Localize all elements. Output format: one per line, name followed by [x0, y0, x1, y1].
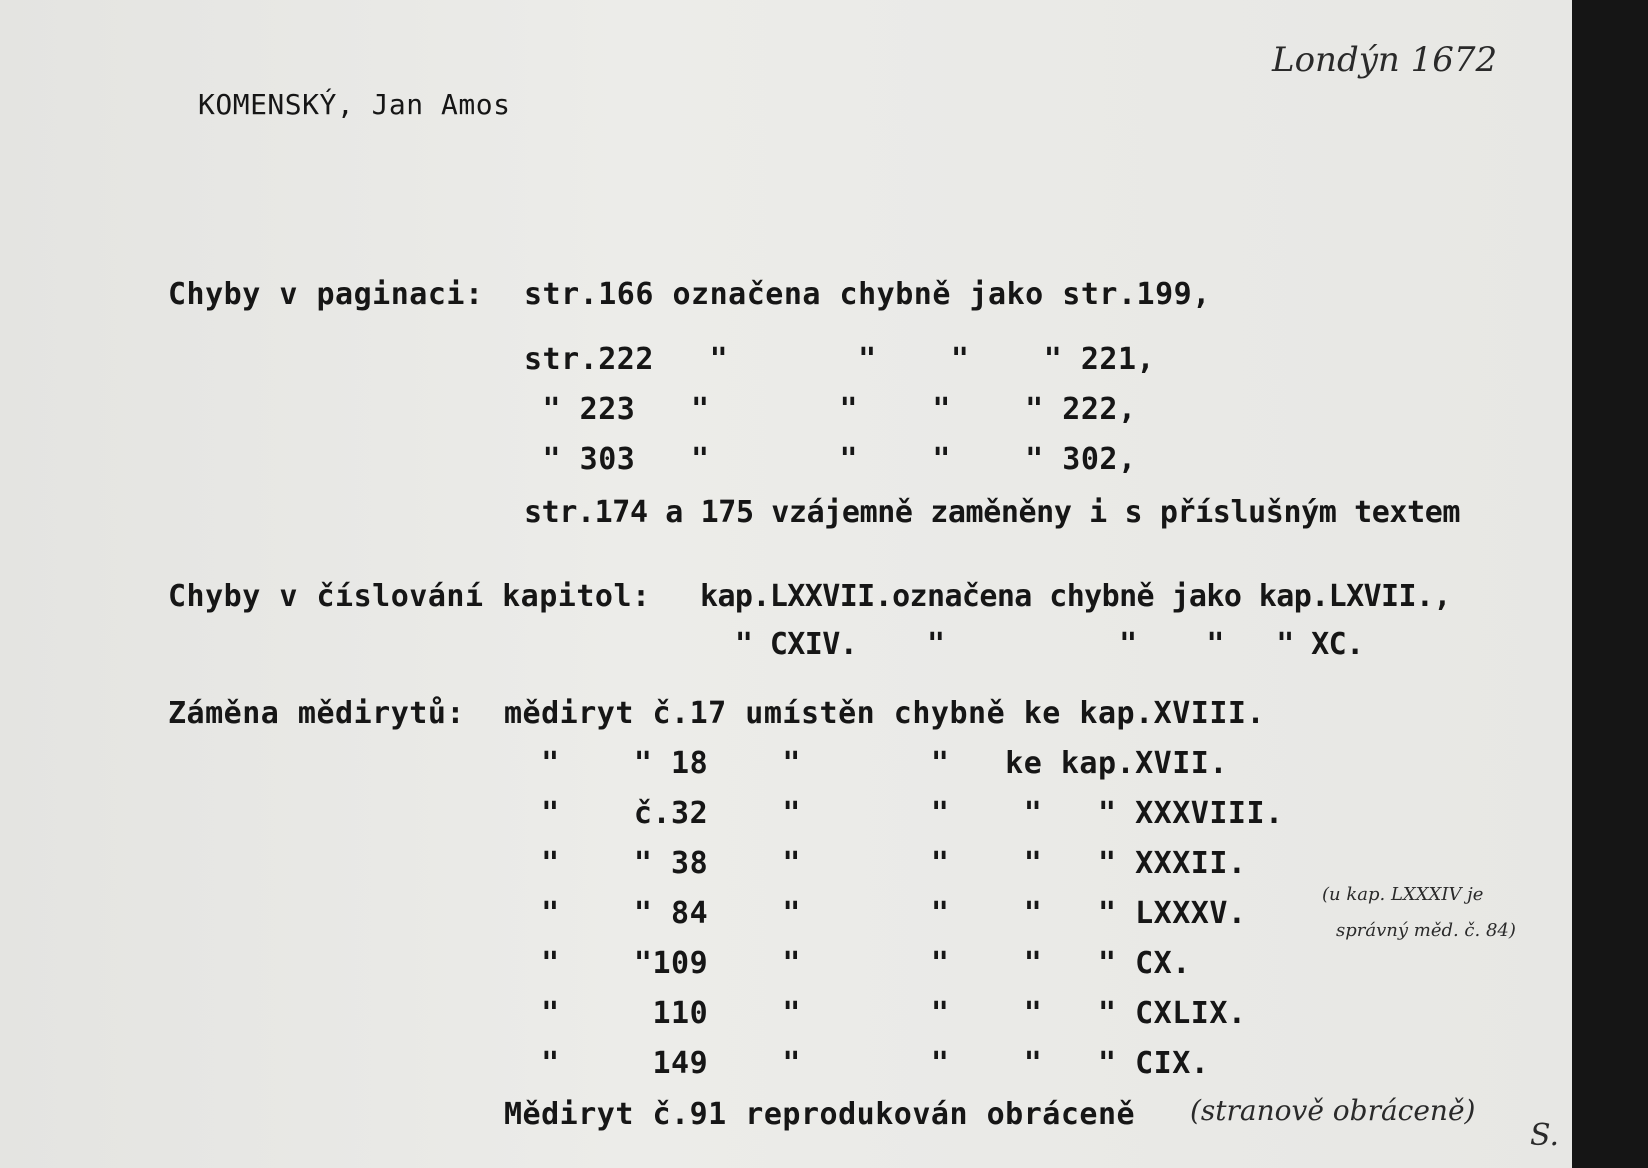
chapters-row: " CXIV. " " " " XC. — [700, 627, 1364, 662]
engravings-row: " " 18 " " ke kap.XVII. — [504, 746, 1228, 781]
pagination-row: str.222 " " " " 221, — [524, 342, 1156, 377]
pagination-row: " 223 " " " " 222, — [524, 392, 1137, 427]
author-name: KOMENSKÝ, Jan Amos — [198, 88, 511, 121]
engravings-row: " 110 " " " " CXLIX. — [504, 996, 1247, 1031]
engravings-row: " 149 " " " " CIX. — [504, 1046, 1210, 1081]
handwritten-footer-note: (stranově obráceně) — [1190, 1094, 1476, 1127]
engravings-heading: Záměna mědirytů: — [168, 696, 465, 731]
footer-text: Mědiryt č.91 reprodukován obráceně — [504, 1097, 1136, 1132]
engravings-row: " " 38 " " " " XXXII. — [504, 846, 1247, 881]
handwritten-place-year: Londýn 1672 — [1272, 40, 1498, 80]
pagination-row: " 303 " " " " 302, — [524, 442, 1137, 477]
engravings-row: " "109 " " " " CX. — [504, 946, 1191, 981]
handwritten-engraving-note-1: (u kap. LXXXIV je — [1322, 884, 1484, 905]
handwritten-mark: S. — [1530, 1118, 1560, 1153]
pagination-row: str.166 označena chybně jako str.199, — [524, 277, 1211, 312]
handwritten-engraving-note-2: správný měd. č. 84) — [1336, 920, 1516, 941]
pagination-heading: Chyby v paginaci: — [168, 277, 484, 312]
engravings-row: " č.32 " " " " XXXVIII. — [504, 796, 1284, 831]
scan-edge — [1572, 0, 1648, 1168]
chapters-row: kap.LXXVII.označena chybně jako kap.LXVII., — [700, 579, 1451, 614]
chapters-heading: Chyby v číslování kapitol: — [168, 579, 651, 614]
engravings-row: " " 84 " " " " LXXXV. — [504, 896, 1247, 931]
engravings-row: mědiryt č.17 umístěn chybně ke kap.XVIII. — [504, 696, 1266, 731]
pagination-row: str.174 a 175 vzájemně zaměněny i s příslušným textem — [524, 495, 1461, 530]
